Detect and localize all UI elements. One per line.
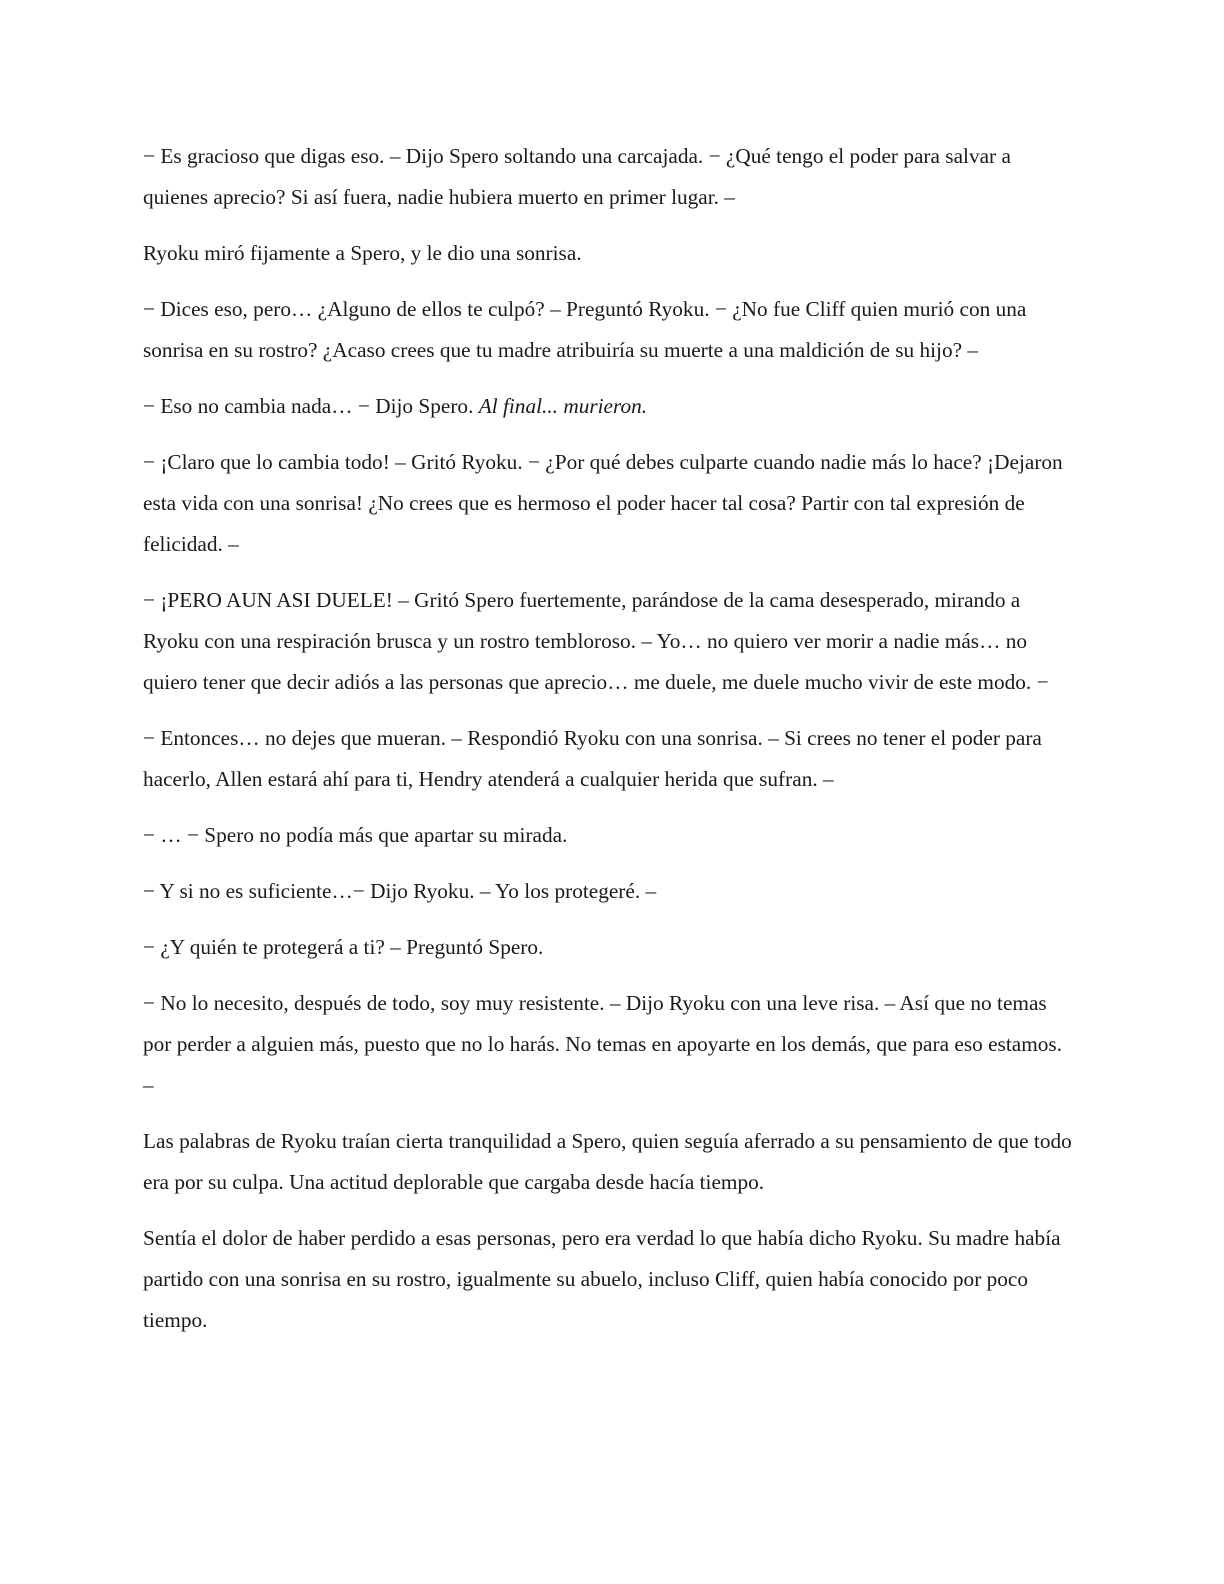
paragraph-7: − Entonces… no dejes que mueran. – Respondió Ryoku con una sonrisa. – Si crees no tener el poder para hacerlo, Allen estará ahí para ti, Hendry atenderá a cualquier herida que sufran. –	[143, 726, 1042, 791]
paragraph-8: − … − Spero no podía más que apartar su mirada.	[143, 823, 568, 847]
document-body	[143, 136, 1073, 1356]
paragraph-11: − No lo necesito, después de todo, soy muy resistente. – Dijo Ryoku con una leve risa. – Así que no temas por perder a alguien más, puesto que no lo harás. No temas en apoyarte en los demás, que para eso estamos. –	[143, 991, 1063, 1097]
paragraph-13: Sentía el dolor de haber perdido a esas personas, pero era verdad lo que había dicho Ryoku. Su madre había partido con una sonrisa en su rostro, igualmente su abuelo, incluso Cliff, quien había conocido por poco tiempo.	[143, 1226, 1061, 1332]
paragraph-4	[143, 386, 1073, 427]
paragraph-6: − ¡PERO AUN ASI DUELE! – Gritó Spero fuertemente, parándose de la cama desesperado, mirando a Ryoku con una respiración brusca y un rostro tembloroso. – Yo… no quiero ver morir a nadie más… no quiero tener que decir adiós a las personas que aprecio… me duele, me duele mucho vivir de este modo. −	[143, 588, 1049, 694]
paragraph-10: − ¿Y quién te protegerá a ti? – Preguntó Spero.	[143, 935, 544, 959]
paragraph-4-italic-text: Al final... murieron.	[478, 394, 648, 418]
paragraph-9: − Y si no es suficiente…− Dijo Ryoku. – Yo los protegeré. –	[143, 879, 657, 903]
paragraph-12: Las palabras de Ryoku traían cierta tranquilidad a Spero, quien seguía aferrado a su pensamiento de que todo era por su culpa. Una actitud deplorable que cargaba desde hacía tiempo.	[143, 1129, 1072, 1194]
paragraph-2: Ryoku miró fijamente a Spero, y le dio una sonrisa.	[143, 241, 582, 265]
paragraph-1: − Es gracioso que digas eso. – Dijo Spero soltando una carcajada. − ¿Qué tengo el poder para salvar a quienes aprecio? Si así fuera, nadie hubiera muerto en primer lugar. –	[143, 144, 1011, 209]
paragraph-5: − ¡Claro que lo cambia todo! – Gritó Ryoku. − ¿Por qué debes culparte cuando nadie más lo hace? ¡Dejaron esta vida con una sonrisa! ¿No crees que es hermoso el poder hacer tal cosa? Partir con tal expresión de felicidad. –	[143, 450, 1063, 556]
paragraph-4-text: − Eso no cambia nada… − Dijo Spero.	[143, 394, 479, 418]
paragraph-3: − Dices eso, pero… ¿Alguno de ellos te culpó? – Preguntó Ryoku. − ¿No fue Cliff quien murió con una sonrisa en su rostro? ¿Acaso crees que tu madre atribuiría su muerte a una maldición de su hijo? –	[143, 297, 1027, 362]
